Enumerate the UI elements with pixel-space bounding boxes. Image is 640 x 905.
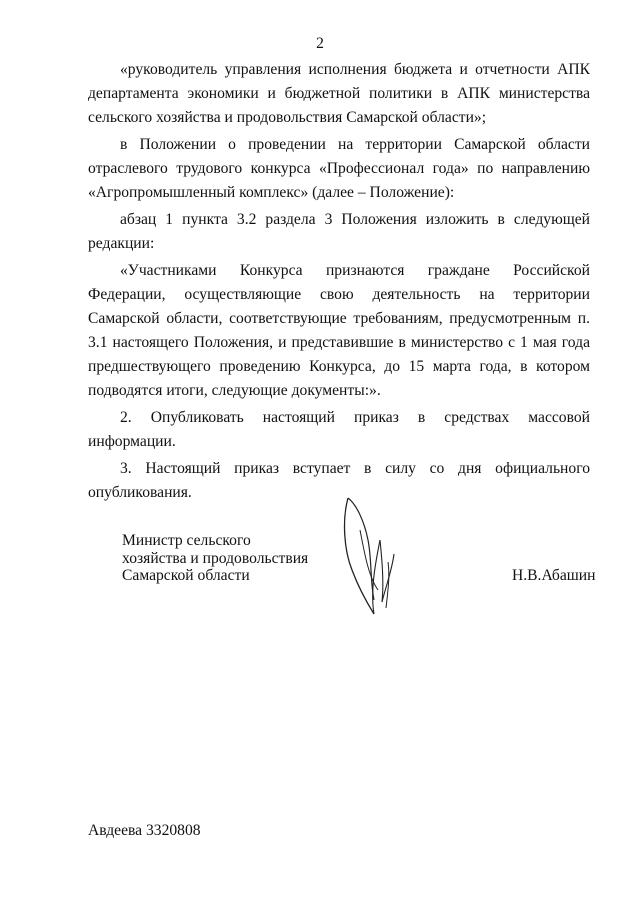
paragraph-item-2: 2. Опубликовать настоящий приказ в средствах массовой информации. (88, 409, 590, 450)
signatory-position-line-3: Самарской области (122, 567, 250, 584)
paragraph-new-wording: «Участниками Конкурса признаются граждане Российской Федерации, осуществляющие свою деятельность на территории Самарской области, соответствующие требованиям, предусмотренным п. 3.1 настоящего Положения, и представившие в министерство с 1 мая года предшествующего проведению Конкурса, до 15 марта года, в котором подводятся итоги, следующие документы:». (88, 262, 590, 399)
signatory-position (122, 532, 308, 585)
executor-contact: Авдеева 3320808 (88, 822, 201, 839)
paragraph-regulation-reference: в Положении о проведении на территории Самарской области отраслевого трудового конкурса «Профессионал года» по направлению «Агропромышленный комплекс» (далее – Положение): (88, 136, 590, 201)
signatory-name: Н.В.Абашин (512, 567, 596, 584)
paragraph-item-3: 3. Настоящий приказ вступает в силу со дня официального опубликования. (88, 460, 590, 501)
page-number: 2 (316, 35, 324, 52)
signatory-position-line-1: Министр сельского (122, 532, 251, 549)
document-body (88, 58, 590, 505)
signatory-position-line-2: хозяйства и продовольствия (122, 549, 309, 567)
paragraph-quoted-position: «руководитель управления исполнения бюджета и отчетности АПК департамента экономики и бюджетной политики в АПК министерства сельского хозяйства и продовольствия Самарской области»; (88, 61, 590, 126)
handwritten-signature (330, 490, 410, 620)
paragraph-amendment-instruction: абзац 1 пункта 3.2 раздела 3 Положения изложить в следующей редакции: (88, 211, 590, 252)
